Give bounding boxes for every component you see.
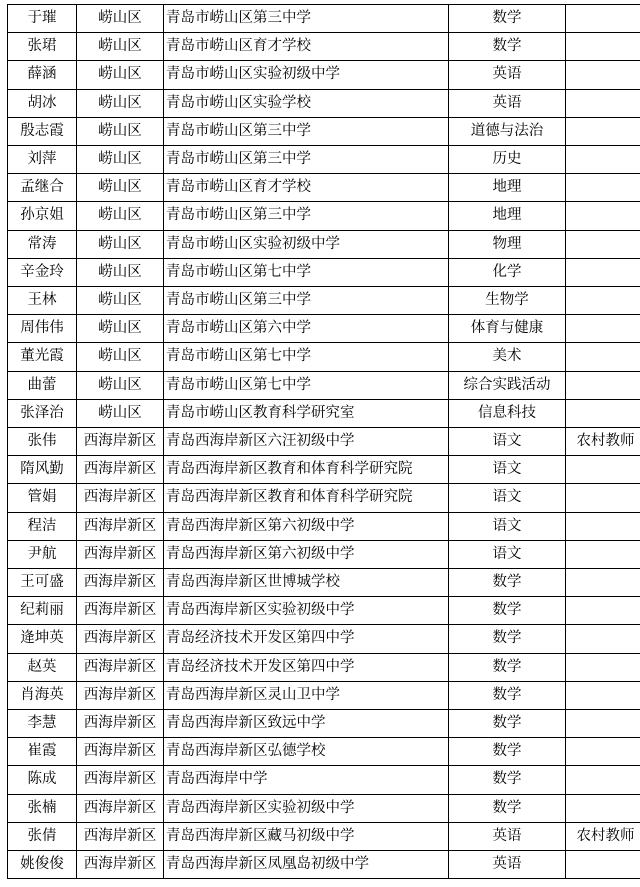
subject-cell: 数学: [449, 766, 566, 794]
table-row: [8, 484, 640, 512]
teacher-name-cell: 赵英: [8, 653, 77, 681]
subject-cell: 生物学: [449, 287, 566, 315]
school-cell: 青岛经济技术开发区第四中学: [164, 625, 449, 653]
teacher-name-cell: 周伟伟: [8, 315, 77, 343]
table-row: [8, 230, 640, 258]
subject-cell: 数学: [449, 710, 566, 738]
school-cell: 青岛市崂山区实验初级中学: [164, 61, 449, 89]
table-row: [8, 456, 640, 484]
school-cell: 青岛市崂山区实验初级中学: [164, 230, 449, 258]
subject-cell: 地理: [449, 174, 566, 202]
school-cell: 青岛市崂山区第三中学: [164, 117, 449, 145]
district-cell: 崂山区: [77, 399, 164, 427]
district-cell: 西海岸新区: [77, 681, 164, 709]
subject-cell: 数学: [449, 738, 566, 766]
teacher-name-cell: 王可盛: [8, 569, 77, 597]
district-cell: 西海岸新区: [77, 794, 164, 822]
note-cell: [566, 315, 640, 343]
table-row: [8, 5, 640, 33]
school-cell: 青岛市崂山区育才学校: [164, 33, 449, 61]
school-cell: 青岛西海岸新区灵山卫中学: [164, 681, 449, 709]
note-cell: [566, 484, 640, 512]
note-cell: [566, 738, 640, 766]
table-row: [8, 569, 640, 597]
note-cell: [566, 681, 640, 709]
school-cell: 青岛西海岸新区藏马初级中学: [164, 822, 449, 850]
district-cell: 西海岸新区: [77, 625, 164, 653]
subject-cell: 化学: [449, 258, 566, 286]
table-row: [8, 399, 640, 427]
table-row: [8, 258, 640, 286]
subject-cell: 体育与健康: [449, 315, 566, 343]
note-cell: [566, 117, 640, 145]
district-cell: 西海岸新区: [77, 738, 164, 766]
note-cell: [566, 343, 640, 371]
note-cell: [566, 710, 640, 738]
district-cell: 崂山区: [77, 230, 164, 258]
district-cell: 崂山区: [77, 202, 164, 230]
subject-cell: 数学: [449, 33, 566, 61]
school-cell: 青岛市崂山区第三中学: [164, 146, 449, 174]
district-cell: 西海岸新区: [77, 484, 164, 512]
table-row: [8, 343, 640, 371]
subject-cell: 英语: [449, 89, 566, 117]
district-cell: 西海岸新区: [77, 512, 164, 540]
district-cell: 西海岸新区: [77, 766, 164, 794]
table-row: [8, 428, 640, 456]
school-cell: 青岛西海岸新区第六初级中学: [164, 540, 449, 568]
subject-cell: 数学: [449, 794, 566, 822]
note-cell: [566, 399, 640, 427]
subject-cell: 综合实践活动: [449, 371, 566, 399]
table-row: [8, 625, 640, 653]
table-row: [8, 794, 640, 822]
teacher-name-cell: 陈成: [8, 766, 77, 794]
district-cell: 崂山区: [77, 315, 164, 343]
subject-cell: 物理: [449, 230, 566, 258]
district-cell: 崂山区: [77, 146, 164, 174]
note-cell: [566, 5, 640, 33]
table-row: [8, 710, 640, 738]
school-cell: 青岛西海岸新区六汪初级中学: [164, 428, 449, 456]
note-cell: [566, 146, 640, 174]
note-cell: [566, 287, 640, 315]
teacher-name-cell: 张珺: [8, 33, 77, 61]
table-row: [8, 202, 640, 230]
teacher-name-cell: 孙京姐: [8, 202, 77, 230]
subject-cell: 英语: [449, 822, 566, 850]
teacher-name-cell: 王林: [8, 287, 77, 315]
subject-cell: 英语: [449, 851, 566, 879]
teacher-name-cell: 肖海英: [8, 681, 77, 709]
note-cell: [566, 540, 640, 568]
district-cell: 崂山区: [77, 5, 164, 33]
teacher-name-cell: 姚俊俊: [8, 851, 77, 879]
school-cell: 青岛西海岸新区弘德学校: [164, 738, 449, 766]
subject-cell: 数学: [449, 625, 566, 653]
note-cell: [566, 89, 640, 117]
district-cell: 崂山区: [77, 258, 164, 286]
note-cell: [566, 174, 640, 202]
school-cell: 青岛市崂山区第七中学: [164, 343, 449, 371]
district-cell: 西海岸新区: [77, 851, 164, 879]
district-cell: 崂山区: [77, 343, 164, 371]
teacher-name-cell: 张楠: [8, 794, 77, 822]
table-row: [8, 117, 640, 145]
note-cell: [566, 202, 640, 230]
district-cell: 西海岸新区: [77, 822, 164, 850]
table-row: [8, 851, 640, 879]
teacher-name-cell: 常涛: [8, 230, 77, 258]
school-cell: 青岛西海岸新区实验初级中学: [164, 597, 449, 625]
school-cell: 青岛西海岸新区第六初级中学: [164, 512, 449, 540]
note-cell: [566, 766, 640, 794]
table-row: [8, 681, 640, 709]
district-cell: 崂山区: [77, 61, 164, 89]
subject-cell: 历史: [449, 146, 566, 174]
table-row: [8, 287, 640, 315]
school-cell: 青岛市崂山区育才学校: [164, 174, 449, 202]
subject-cell: 英语: [449, 61, 566, 89]
school-cell: 青岛西海岸新区致远中学: [164, 710, 449, 738]
teacher-name-cell: 胡冰: [8, 89, 77, 117]
school-cell: 青岛市崂山区教育科学研究室: [164, 399, 449, 427]
note-cell: [566, 851, 640, 879]
subject-cell: 道德与法治: [449, 117, 566, 145]
teacher-roster-table: [7, 4, 640, 879]
subject-cell: 语文: [449, 484, 566, 512]
district-cell: 西海岸新区: [77, 428, 164, 456]
subject-cell: 数学: [449, 597, 566, 625]
table-row: [8, 174, 640, 202]
table-row: [8, 315, 640, 343]
table-row: [8, 61, 640, 89]
subject-cell: 数学: [449, 569, 566, 597]
district-cell: 崂山区: [77, 33, 164, 61]
district-cell: 西海岸新区: [77, 456, 164, 484]
subject-cell: 语文: [449, 456, 566, 484]
table-row: [8, 653, 640, 681]
school-cell: 青岛西海岸新区教育和体育科学研究院: [164, 484, 449, 512]
subject-cell: 美术: [449, 343, 566, 371]
teacher-name-cell: 张伟: [8, 428, 77, 456]
note-cell: [566, 33, 640, 61]
table-row: [8, 597, 640, 625]
note-cell: [566, 653, 640, 681]
teacher-name-cell: 程洁: [8, 512, 77, 540]
teacher-name-cell: 尹航: [8, 540, 77, 568]
teacher-name-cell: 隋风勤: [8, 456, 77, 484]
subject-cell: 数学: [449, 653, 566, 681]
school-cell: 青岛西海岸中学: [164, 766, 449, 794]
note-cell: [566, 258, 640, 286]
school-cell: 青岛经济技术开发区第四中学: [164, 653, 449, 681]
district-cell: 崂山区: [77, 174, 164, 202]
subject-cell: 地理: [449, 202, 566, 230]
note-cell: [566, 597, 640, 625]
subject-cell: 语文: [449, 540, 566, 568]
note-cell: 农村教师: [566, 428, 640, 456]
district-cell: 崂山区: [77, 89, 164, 117]
table-row: [8, 738, 640, 766]
table-row: [8, 33, 640, 61]
roster-body: [8, 5, 640, 879]
table-row: [8, 540, 640, 568]
note-cell: 农村教师: [566, 822, 640, 850]
table-row: [8, 89, 640, 117]
school-cell: 青岛西海岸新区凤凰岛初级中学: [164, 851, 449, 879]
school-cell: 青岛市崂山区实验学校: [164, 89, 449, 117]
school-cell: 青岛市崂山区第七中学: [164, 371, 449, 399]
teacher-name-cell: 于璀: [8, 5, 77, 33]
district-cell: 崂山区: [77, 287, 164, 315]
teacher-name-cell: 崔霞: [8, 738, 77, 766]
teacher-name-cell: 逄坤英: [8, 625, 77, 653]
table-row: [8, 512, 640, 540]
teacher-name-cell: 张倩: [8, 822, 77, 850]
teacher-name-cell: 辛金玲: [8, 258, 77, 286]
subject-cell: 数学: [449, 681, 566, 709]
school-cell: 青岛西海岸新区世博城学校: [164, 569, 449, 597]
teacher-name-cell: 薛涵: [8, 61, 77, 89]
district-cell: 西海岸新区: [77, 569, 164, 597]
teacher-name-cell: 张泽治: [8, 399, 77, 427]
subject-cell: 语文: [449, 428, 566, 456]
subject-cell: 数学: [449, 5, 566, 33]
note-cell: [566, 794, 640, 822]
table-row: [8, 822, 640, 850]
note-cell: [566, 230, 640, 258]
note-cell: [566, 456, 640, 484]
note-cell: [566, 371, 640, 399]
teacher-name-cell: 李慧: [8, 710, 77, 738]
table-row: [8, 371, 640, 399]
teacher-name-cell: 孟继合: [8, 174, 77, 202]
table-row: [8, 766, 640, 794]
note-cell: [566, 569, 640, 597]
teacher-name-cell: 殷志霞: [8, 117, 77, 145]
school-cell: 青岛西海岸新区教育和体育科学研究院: [164, 456, 449, 484]
note-cell: [566, 625, 640, 653]
subject-cell: 信息科技: [449, 399, 566, 427]
school-cell: 青岛市崂山区第三中学: [164, 5, 449, 33]
table-row: [8, 146, 640, 174]
teacher-name-cell: 纪莉丽: [8, 597, 77, 625]
district-cell: 西海岸新区: [77, 653, 164, 681]
district-cell: 崂山区: [77, 371, 164, 399]
school-cell: 青岛市崂山区第三中学: [164, 287, 449, 315]
teacher-name-cell: 曲蕾: [8, 371, 77, 399]
school-cell: 青岛西海岸新区实验初级中学: [164, 794, 449, 822]
note-cell: [566, 512, 640, 540]
note-cell: [566, 61, 640, 89]
district-cell: 西海岸新区: [77, 710, 164, 738]
subject-cell: 语文: [449, 512, 566, 540]
district-cell: 西海岸新区: [77, 597, 164, 625]
teacher-name-cell: 董光霞: [8, 343, 77, 371]
school-cell: 青岛市崂山区第六中学: [164, 315, 449, 343]
district-cell: 崂山区: [77, 117, 164, 145]
teacher-name-cell: 管娟: [8, 484, 77, 512]
school-cell: 青岛市崂山区第三中学: [164, 202, 449, 230]
school-cell: 青岛市崂山区第七中学: [164, 258, 449, 286]
teacher-name-cell: 刘萍: [8, 146, 77, 174]
district-cell: 西海岸新区: [77, 540, 164, 568]
